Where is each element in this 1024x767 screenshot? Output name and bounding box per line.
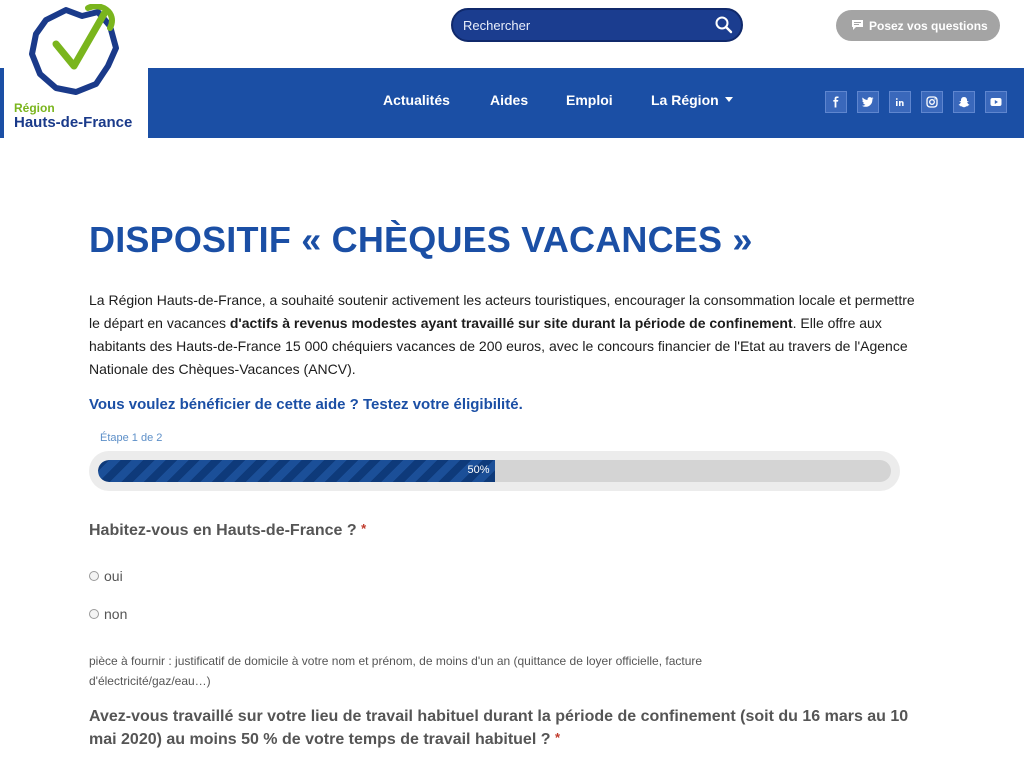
question-worked-onsite [89,706,919,750]
progress-label: 50% [467,464,490,476]
progress-track [98,460,891,482]
radio-non[interactable] [89,606,127,622]
progress-bar [89,451,900,491]
twitter-icon[interactable] [857,91,879,113]
required-marker: * [361,521,367,536]
facebook-icon[interactable] [825,91,847,113]
radio-oui[interactable] [89,568,123,584]
progress-fill [98,460,495,482]
region-logo[interactable] [0,0,148,138]
logo-text-region: Région [14,101,55,115]
youtube-icon[interactable] [985,91,1007,113]
snapchat-icon[interactable] [953,91,975,113]
intro-paragraph [89,289,929,381]
logo-edge-bar [0,68,4,138]
linkedin-icon[interactable] [889,91,911,113]
required-marker: * [554,730,561,745]
ask-questions-label: Posez vos questions [869,19,988,33]
logo-map-icon [26,4,122,96]
instagram-icon[interactable] [921,91,943,113]
document-hint: pièce à fournir : justificatif de domicile à votre nom et prénom, de moins d'un an (quittance de loyer officielle, facture d'électricité/gaz/eau…) [89,654,703,688]
nav-item-la-region[interactable] [651,92,733,108]
search-icon[interactable] [715,16,733,34]
step-indicator: Étape 1 de 2 [100,432,163,444]
intro-text-end: . Elle offre aux habitants des Hauts-de-France 15 000 chéquiers vacances de 200 euros, avec le concours financier de l'Etat au travers de l'Agence Nationale des Chèques-Vacances (ANCV). [89,315,908,377]
nav-item-la-region-label: La Région [651,92,719,108]
ask-questions-button[interactable] [836,10,1000,41]
radio-oui-label: oui [104,568,123,584]
question-residence [89,521,366,540]
question-worked-onsite-label: Avez-vous travaillé sur votre lieu de travail habituel durant la période de confinement (soit du 16 mars au 10 mai 2020) au moins 50 % de votre temps de travail habituel ? [89,708,909,748]
radio-non-label: non [104,606,128,622]
question-residence-label: Habitez-vous en Hauts-de-France ? [89,522,357,539]
main-navigation [148,68,1024,138]
radio-button-icon[interactable] [89,571,99,581]
search-input[interactable]: Rechercher [463,18,531,33]
radio-button-icon[interactable] [89,609,99,619]
intro-text-bold: d'actifs à revenus modestes ayant travaillé sur site durant la période de confinement [229,315,793,331]
logo-text-name: Hauts-de-France [14,114,133,131]
nav-item-actualites[interactable]: Actualités [383,92,450,108]
chevron-down-icon [725,97,733,102]
nav-item-emploi[interactable]: Emploi [566,92,613,108]
nav-item-aides[interactable]: Aides [490,92,529,108]
intro-text-start: La Région Hauts-de-France, a souhaité soutenir activement les acteurs touristiques, encourager la consommation locale et permettre le départ en vacances [89,292,915,331]
eligibility-heading: Vous voulez bénéficier de cette aide ? Testez votre éligibilité. [89,396,523,413]
page-title: DISPOSITIF « CHÈQUES VACANCES » [89,219,753,260]
search-bar[interactable] [451,8,743,42]
chat-bubble-icon [851,19,864,31]
